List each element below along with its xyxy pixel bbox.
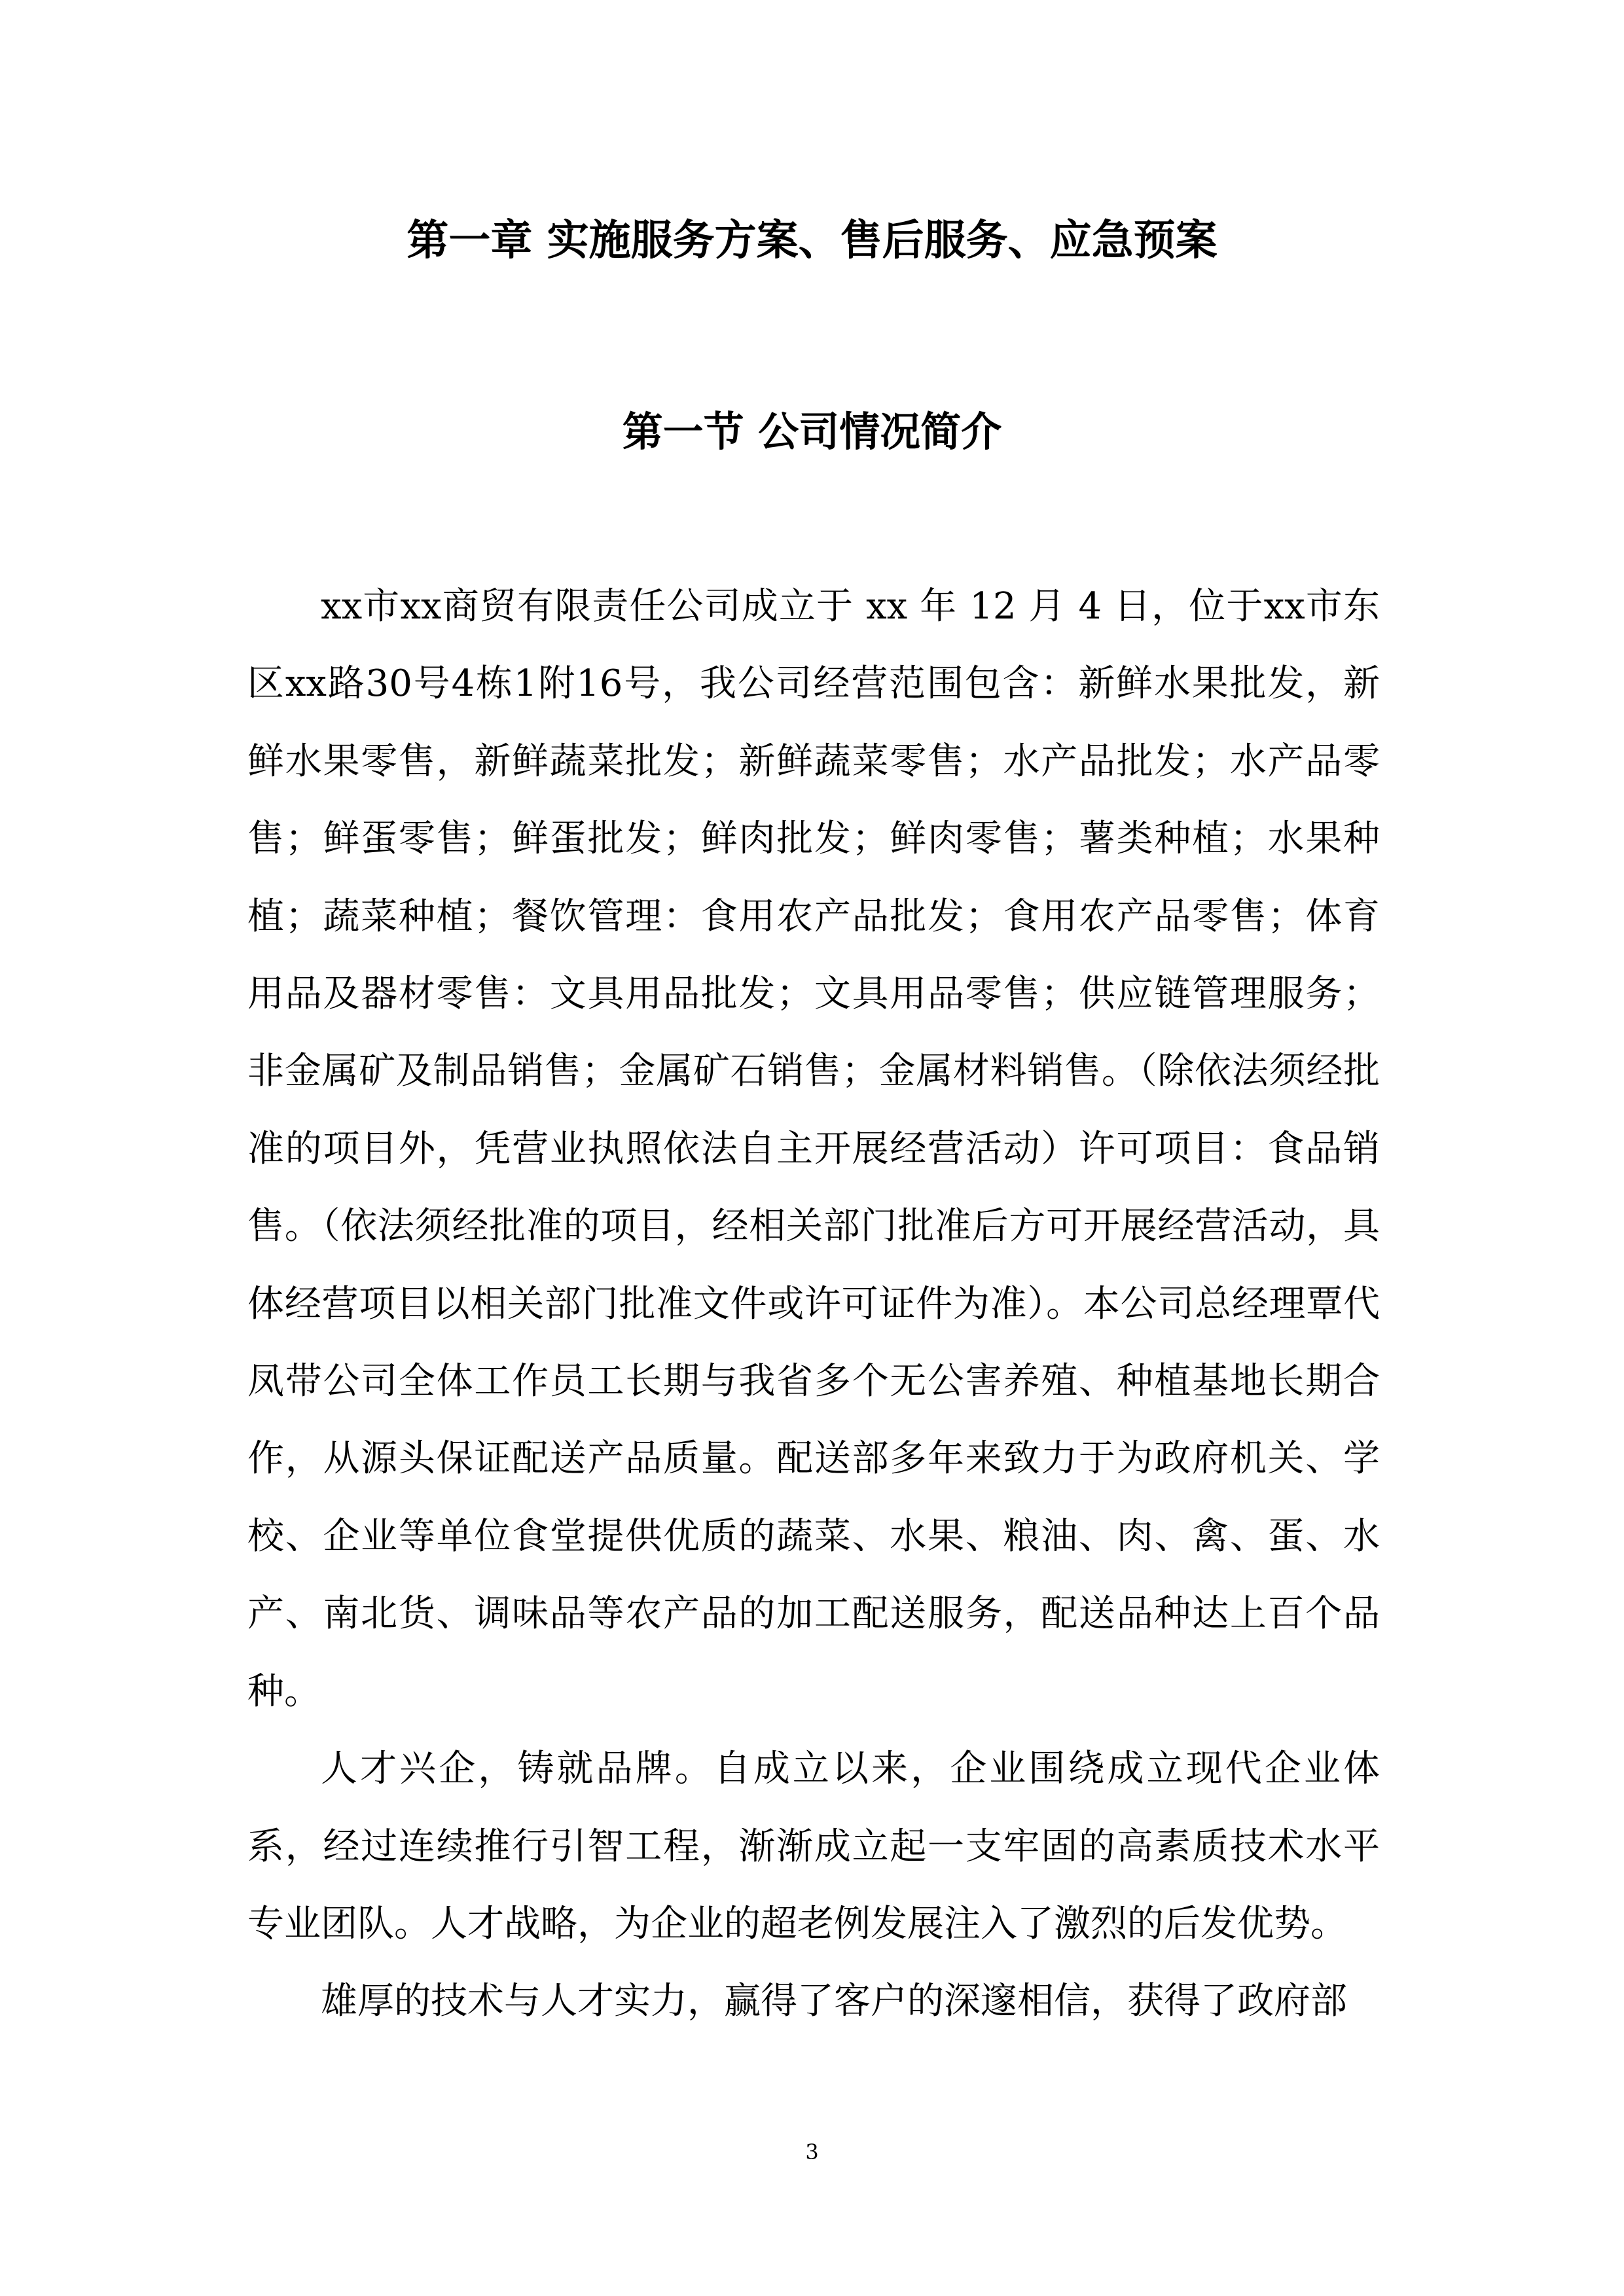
paragraph-strength: 雄厚的技术与人才实力，赢得了客户的深邃相信，获得了政府部 <box>321 1980 1347 2023</box>
paragraph-talent: 人才兴企，铸就品牌。自成立以来，企业围绕成立现代企业体系，经过连续推行引智工程，渐渐成立起一支牢固的高素质技术水平专业团队。人才战略，为企业的超老例发展注入了激烈的后发优势。 <box>247 1748 1380 1945</box>
body-text <box>247 568 1380 2041</box>
paragraph-company-profile: xx市xx商贸有限责任公司成立于 xx 年 12 月 4 日，位于xx市东区xx路30号4栋1附16号，我公司经营范围包含：新鲜水果批发，新鲜水果零售，新鲜蔬菜批发；新鲜蔬菜零售；水产品批发；水产品零售；鲜蛋零售；鲜蛋批发；鲜肉批发；鲜肉零售；薯类种植；水果种植；蔬菜种植；餐饮管理：食用农产品批发；食用农产品零售；体育用品及器材零售：文具用品批发；文具用品零售；供应链管理服务；非金属矿及制品销售；金属矿石销售；金属材料销售。（除依法须经批准的项目外，凭营业执照依法自主开展经营活动）许可项目：食品销售。（依法须经批准的项目，经相关部门批准后方可开展经营活动，具体经营项目以相关部门批准文件或许可证件为准）。本公司总经理覃代凤带公司全体工作员工长期与我省多个无公害养殖、种植基地长期合作，从源头保证配送产品质量。配送部多年来致力于为政府机关、学校、企业等单位食堂提供优质的蔬菜、水果、粮油、肉、禽、蛋、水产、南北货、调味品等农产品的加工配送服务，配送品种达上百个品种。 <box>247 585 1380 1713</box>
chapter-title: 第一章 实施服务方案、售后服务、应急预案 <box>406 217 1218 265</box>
page-number: 3 <box>805 2140 819 2164</box>
section-title: 第一节 公司情况简介 <box>622 408 1002 456</box>
